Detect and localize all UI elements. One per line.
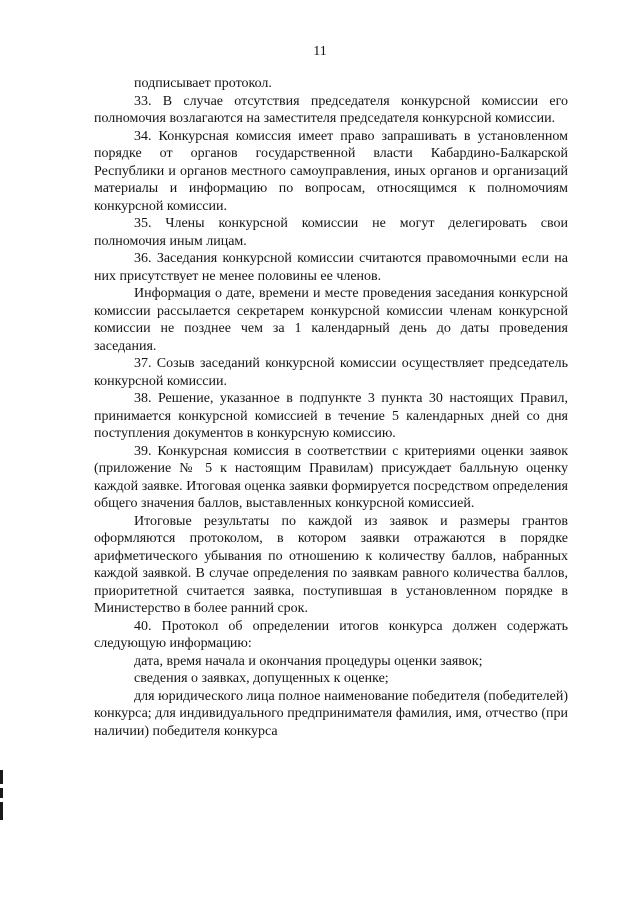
page-number: 11	[313, 44, 327, 59]
paragraph-35: 35. Члены конкурсной комиссии не могут делегировать свои полномочия иным лицам.	[94, 216, 568, 249]
paragraph-33: 33. В случае отсутствия председателя конкурсной комиссии его полномочия возлагаются на заместителя председателя конкурсной комиссии.	[94, 93, 568, 126]
paragraph-continuation: подписывает протокол.	[134, 76, 272, 91]
list-item-date-time: дата, время начала и окончания процедуры оценки заявок;	[134, 653, 483, 669]
paragraph-40: 40. Протокол об определении итогов конкурса должен содержать следующую информацию:	[94, 618, 568, 651]
scan-mark	[0, 788, 3, 798]
paragraph-37: 37. Созыв заседаний конкурсной комиссии осуществляет председатель конкурсной комиссии.	[94, 356, 568, 389]
paragraph-36: 36. Заседания конкурсной комиссии считаются правомочными если на них присутствует не менее половины ее членов.	[94, 251, 568, 284]
scan-mark	[0, 802, 3, 820]
scan-edge-marks	[0, 770, 6, 824]
paragraph-36-info: Информация о дате, времени и месте проведения заседания конкурсной комиссии рассылается секретарем конкурсной комиссии членам конкурсной комиссии не позднее чем за 1 календарный день до даты проведения заседания.	[94, 286, 568, 354]
paragraph-34: 34. Конкурсная комиссия имеет право запрашивать в установленном порядке от органов государственной власти Кабардино-Балкарской Республики и органов местного самоуправления, иных органов и организаций материалы и информацию по вопросам, относящимся к полномочиям конкурсной комиссии.	[94, 128, 568, 214]
list-item-winners: для юридического лица полное наименование победителя (победителей) конкурса; для индивидуального предпринимателя фамилия, имя, отчество (при наличии) победителя конкурса	[94, 688, 568, 739]
list-item-applications: сведения о заявках, допущенных к оценке;	[134, 671, 389, 686]
scan-mark	[0, 770, 3, 784]
paragraph-39: 39. Конкурсная комиссия в соответствии с критериями оценки заявок (приложение № 5 к настоящим Правилам) присуждает балльную оценку каждой заявке. Итоговая оценка заявки формируется посредством определения общего значения баллов, выставленных конкурсной комиссией.	[94, 443, 568, 511]
paragraph-39-results: Итоговые результаты по каждой из заявок и размеры грантов оформляются протоколом, в котором заявки отражаются в порядке арифметического убывания по отношению к количеству баллов, набранных каждой заявкой. В случае определения по заявкам равного количества баллов, приоритетной считается заявка, поступившая в установленном порядке в Министерство в более ранний срок.	[94, 513, 568, 616]
paragraph-38: 38. Решение, указанное в подпункте 3 пункта 30 настоящих Правил, принимается конкурсной комиссией в течение 5 календарных дней со дня поступления документов в конкурсную комиссию.	[94, 391, 568, 441]
document-body	[94, 75, 568, 740]
